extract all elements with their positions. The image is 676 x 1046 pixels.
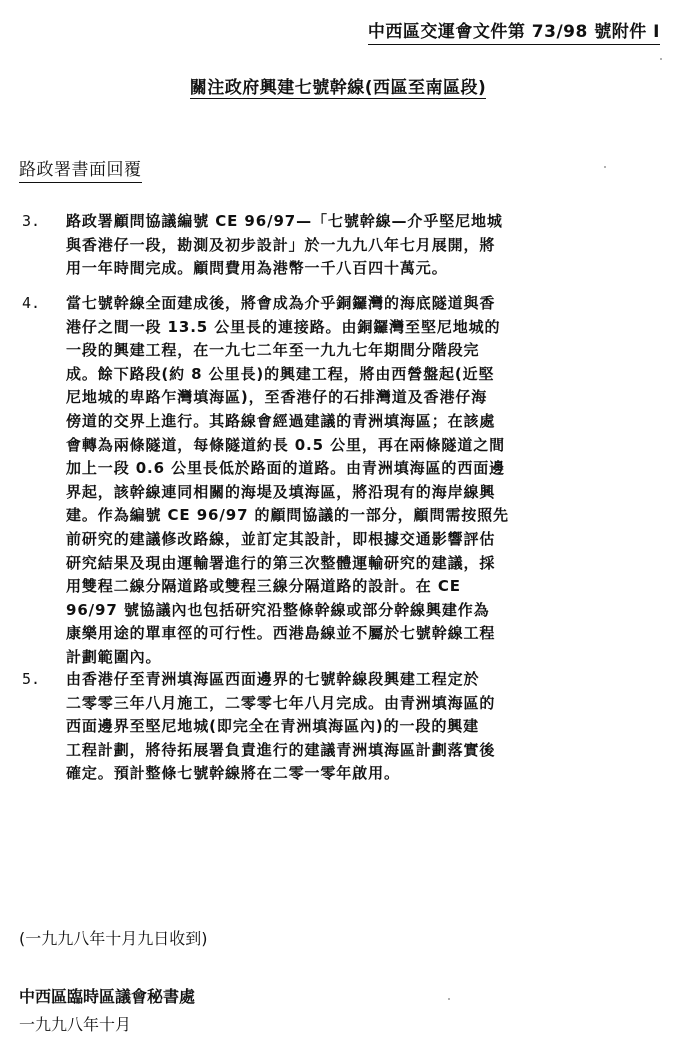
paragraph-number: 3. [22, 212, 41, 230]
received-date: (一九九八年十月九日收到) [19, 929, 208, 948]
paragraph-line: 會轉為兩條隧道，每條隧道約長 0.5 公里，再在兩條隧道之間 [66, 435, 506, 454]
paragraph-line: 建。作為編號 CE 96/97 的顧問協議的一部分，顧問需按照先 [66, 506, 509, 525]
paragraph-line: 用一年時間完成。顧問費用為港幣一千八百四十萬元。 [66, 259, 448, 278]
paragraph-line: 傍道的交界上進行。其路線會經過建議的青洲填海區；在該處 [66, 411, 496, 430]
paragraph-line: 一段的興建工程，在一九七二年至一九九七年期間分階段完 [66, 341, 480, 360]
paragraph-line: 西面邊界至堅尼地城(即完全在青洲填海區內)的一段的興建 [66, 717, 480, 736]
document-title-container [0, 76, 676, 100]
paragraph-line: 用雙程二線分隔道路或雙程三線分隔道路的設計。在 CE [66, 577, 461, 596]
paragraph-line: 與香港仔一段，勘測及初步設計」於一九九八年七月展開，將 [66, 235, 496, 254]
paragraph-line: 成。餘下路段(約 8 公里長)的興建工程，將由西營盤起(近堅 [66, 364, 495, 383]
paragraph-line: 前研究的建議修改路線，並訂定其設計，即根據交通影響評估 [66, 529, 496, 548]
paragraph-line: 由香港仔至青洲填海區西面邊界的七號幹線段興建工程定於 [66, 670, 480, 688]
paragraph-line: 96/97 號協議內也包括研究沿整條幹線或部分幹線興建作為 [66, 600, 490, 619]
paragraph-line: 加上一段 0.6 公里長低於路面的道路。由青洲填海區的西面邊 [66, 459, 506, 478]
scan-speck [604, 166, 606, 168]
paragraph-line: 尼地城的卑路乍灣填海區)，至香港仔的石排灣道及香港仔海 [66, 388, 488, 407]
paragraph-line: 工程計劃，將待拓展署負責進行的建議青洲填海區計劃落實後 [66, 740, 496, 759]
scan-speck [448, 998, 450, 1000]
paragraph-line: 研究結果及現由運輸署進行的第三次整體運輸研究的建議，採 [66, 553, 496, 572]
document-title: 關注政府興建七號幹線(西區至南區段) [189, 78, 487, 98]
paragraph-body [66, 668, 626, 786]
paragraph-line: 康樂用途的單車徑的可行性。西港島線並不屬於七號幹線工程 [66, 624, 496, 643]
paragraph-number: 4. [22, 294, 41, 312]
section-heading: 路政署書面回覆 [19, 158, 142, 183]
paragraph-line: 二零零三年八月施工，二零零七年八月完成。由青洲填海區的 [66, 693, 496, 712]
paragraph-number: 5. [22, 670, 41, 688]
paragraph-line: 計劃範圍內。 [66, 647, 162, 666]
paragraph-line: 界起，該幹線連同相關的海堤及填海區，將沿現有的海岸線興 [66, 482, 496, 501]
paragraph-body [66, 292, 626, 670]
issue-date: 一九九八年十月 [19, 1015, 132, 1034]
paragraph-line: 當七號幹線全面建成後，將會成為介乎銅鑼灣的海底隧道與香 [66, 294, 496, 312]
sender-name: 中西區臨時區議會秘書處 [19, 987, 196, 1006]
paragraph-body [66, 210, 626, 281]
document-reference: 中西區交運會文件第 73/98 號附件 I [368, 20, 660, 45]
paragraph-line: 確定。預計整條七號幹線將在二零一零年啟用。 [66, 764, 400, 783]
scan-speck [660, 58, 662, 60]
paragraph-line: 路政署顧問協議編號 CE 96/97—「七號幹線—介乎堅尼地城 [66, 212, 503, 230]
paragraph-line: 港仔之間一段 13.5 公里長的連接路。由銅鑼灣至堅尼地城的 [66, 317, 501, 336]
